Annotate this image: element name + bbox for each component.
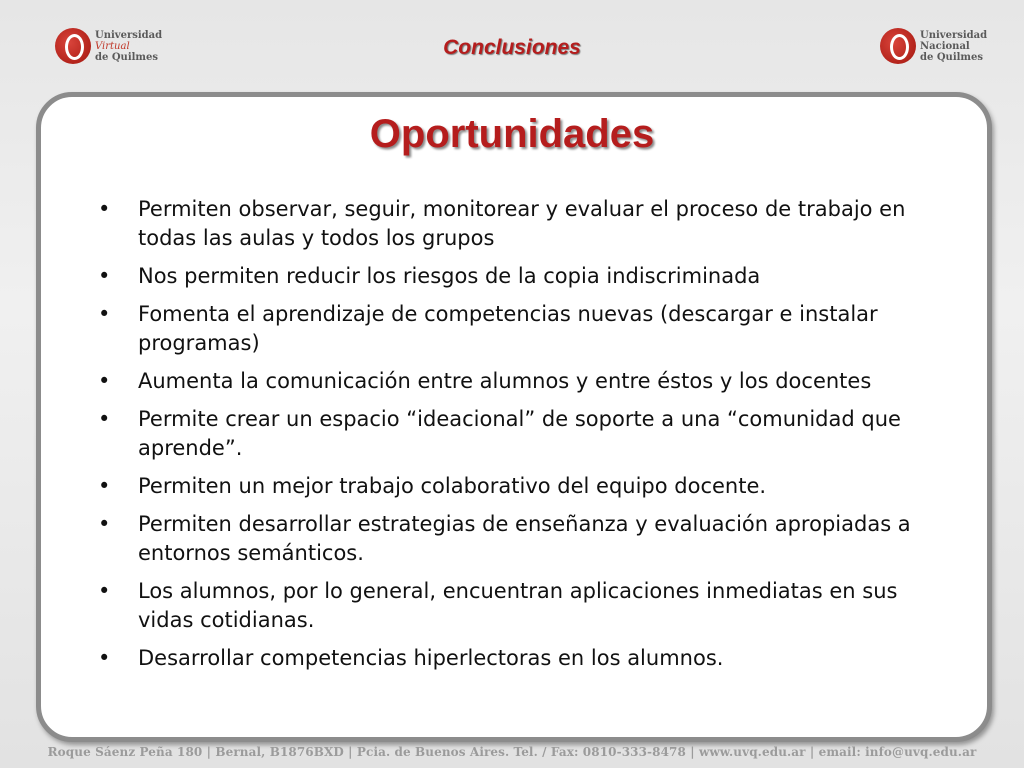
logo-right-line1: Universidad <box>920 29 988 41</box>
footer-contact: Roque Sáenz Peña 180 | Bernal, B1876BXD | Pcia. de Buenos Aires. Tel. / Fax: 0810-333-8478 | www.uvq.edu.ar | email: info@uvq.edu.ar <box>47 745 977 759</box>
bullet-text: Permite crear un espacio “ideacional” de soporte a una “comunidad que aprende”. <box>138 407 901 460</box>
bullet-dot: • <box>98 646 111 670</box>
bullet-text: Permiten un mejor trabajo colaborativo del equipo docente. <box>138 474 767 498</box>
section-title: Conclusiones <box>443 36 581 59</box>
bullet-item <box>98 367 938 396</box>
slide-heading: Oportunidades <box>369 112 655 156</box>
bullet-item <box>98 644 938 673</box>
logo-right-line2: Nacional <box>920 40 970 52</box>
bullet-dot: • <box>98 264 111 288</box>
bullet-item <box>98 577 938 635</box>
bullet-item <box>98 195 938 253</box>
logo-left-line2: Virtual <box>95 40 130 52</box>
bullet-text: Permiten observar, seguir, monitorear y evaluar el proceso de trabajo en todas las aulas y todos los grupos <box>138 197 906 250</box>
bullet-text: Nos permiten reducir los riesgos de la copia indiscriminada <box>138 264 761 288</box>
bullet-list <box>98 195 938 682</box>
unq-logo-icon <box>880 28 916 64</box>
bullet-text: Desarrollar competencias hiperlectoras en los alumnos. <box>138 646 724 670</box>
bullet-dot: • <box>98 512 111 536</box>
bullet-dot: • <box>98 579 111 603</box>
bullet-item <box>98 510 938 568</box>
bullet-dot: • <box>98 302 111 326</box>
logo-left-line1: Universidad <box>95 29 163 41</box>
logo-universidad-nacional-quilmes <box>880 28 987 64</box>
bullet-dot: • <box>98 197 111 221</box>
bullet-dot: • <box>98 407 111 431</box>
bullet-text: Aumenta la comunicación entre alumnos y entre éstos y los docentes <box>138 369 872 393</box>
bullet-item <box>98 405 938 463</box>
bullet-dot: • <box>98 474 111 498</box>
logo-right-line3: de Quilmes <box>920 51 983 63</box>
bullet-item <box>98 472 938 501</box>
logo-right-text <box>920 30 987 63</box>
bullet-text: Permiten desarrollar estrategias de enseñanza y evaluación apropiadas a entornos semánticos. <box>138 512 911 565</box>
bullet-text: Fomenta el aprendizaje de competencias nuevas (descargar e instalar programas) <box>138 302 878 355</box>
bullet-item <box>98 300 938 358</box>
bullet-item <box>98 262 938 291</box>
bullet-dot: • <box>98 369 111 393</box>
logo-left-line3: de Quilmes <box>95 51 158 63</box>
bullet-text: Los alumnos, por lo general, encuentran aplicaciones inmediatas en sus vidas cotidianas. <box>138 579 898 632</box>
